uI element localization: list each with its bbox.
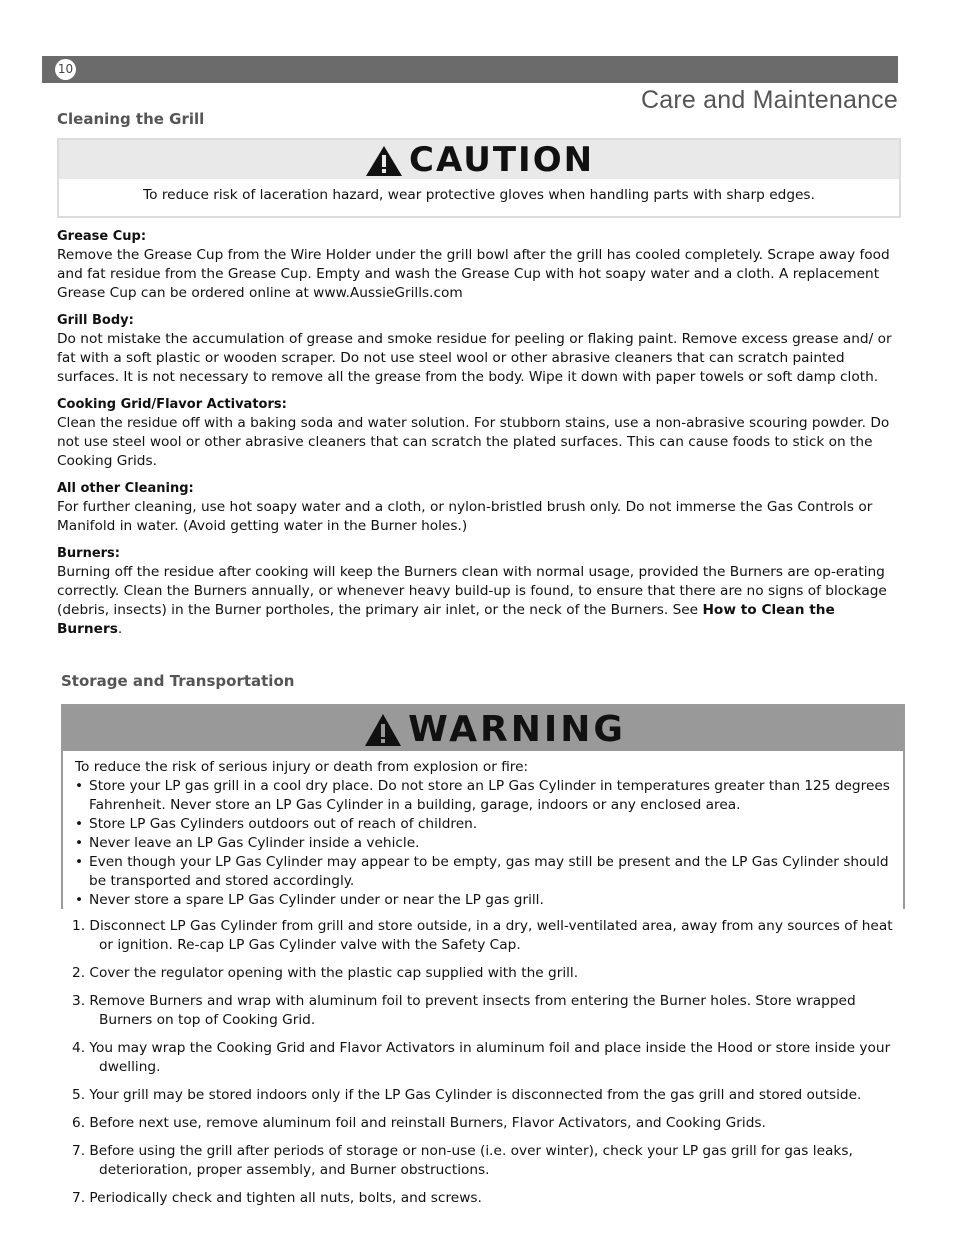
- storage-steps: [72, 917, 898, 1217]
- grease-cup-section: [57, 228, 902, 303]
- storage-step: 7. Before using the grill after periods of storage or non-use (i.e. over winter), check your LP gas grill for gas leaks, deterioration, proper assembly, and Burner obstructions.: [72, 1143, 853, 1178]
- burners-title: Burners:: [57, 546, 120, 561]
- grill-body-section: [57, 312, 902, 387]
- burners-section: [57, 545, 902, 639]
- cooking-grid-title: Cooking Grid/Flavor Activators:: [57, 397, 287, 412]
- burners-body-end: .: [117, 621, 123, 637]
- storage-step: 5. Your grill may be stored indoors only if the LP Gas Cylinder is disconnected from the gas grill and stored outside.: [72, 1087, 862, 1103]
- warning-header: [63, 706, 903, 751]
- other-cleaning-body: For further cleaning, use hot soapy water and a cloth, or nylon-bristled brush only. Do not immerse the Gas Controls or Manifold in water. (Avoid getting water in the Burner holes.): [57, 499, 873, 534]
- page-number: 10: [55, 59, 76, 80]
- cleaning-content: [57, 228, 902, 639]
- warning-item: • Even though your LP Gas Cylinder may appear to be empty, gas may still be present and the LP Gas Cylinder should be transported and stored accordingly.: [75, 853, 891, 891]
- caution-body: [59, 179, 899, 205]
- other-cleaning-section: [57, 480, 902, 536]
- burners-body-text: Burning off the residue after cooking will keep the Burners clean with normal usage, provided the Burners are op-erating correctly. Clean the Burners annually, or whenever heavy build-up is found, to ensure that there are no signs of blockage (debris, insects) in the Burner portholes, the primary air inlet, or the neck of the Burners. See: [57, 564, 887, 618]
- caution-header: [59, 140, 899, 179]
- warning-body: [63, 751, 903, 910]
- storage-heading: Storage and Transportation: [61, 672, 295, 690]
- burners-body: [57, 563, 902, 639]
- other-cleaning-title: All other Cleaning:: [57, 481, 194, 496]
- caution-title: CAUTION: [409, 140, 595, 180]
- cleaning-heading: Cleaning the Grill: [57, 110, 205, 128]
- warning-item: • Store your LP gas grill in a cool dry place. Do not store an LP Gas Cylinder in temperatures greater than 125 degrees Fahrenheit. Never store an LP Gas Cylinder in a building, garage, indoors or any enclosed area.: [75, 777, 891, 815]
- burners-reference: How to Clean the Burners: [57, 602, 835, 637]
- warning-item: • Never leave an LP Gas Cylinder inside a vehicle.: [75, 834, 891, 853]
- top-bar: [42, 56, 898, 83]
- warning-item: • Never store a spare LP Gas Cylinder under or near the LP gas grill.: [75, 891, 891, 910]
- storage-step: 6. Before next use, remove aluminum foil and reinstall Burners, Flavor Activators, and Cooking Grids.: [72, 1115, 766, 1131]
- storage-step: 2. Cover the regulator opening with the plastic cap supplied with the grill.: [72, 965, 579, 981]
- warning-list: [75, 777, 891, 910]
- storage-step: 1. Disconnect LP Gas Cylinder from grill and store outside, in a dry, well-ventilated area, away from any sources of heat or ignition. Re-cap LP Gas Cylinder valve with the Safety Cap.: [72, 918, 893, 953]
- caution-text: To reduce risk of laceration hazard, wear protective gloves when handling parts with sharp edges.: [143, 187, 815, 203]
- grease-cup-body: Remove the Grease Cup from the Wire Holder under the grill bowl after the grill has cooled completely. Scrape away food and fat residue from the Grease Cup. Empty and wash the Grease Cup with hot soapy water and a cloth. A replacement Grease Cup can be ordered online at www.AussieGrills.com: [57, 247, 890, 301]
- storage-step: 7. Periodically check and tighten all nuts, bolts, and screws.: [72, 1190, 482, 1206]
- grill-body-body: Do not mistake the accumulation of grease and smoke residue for peeling or flaking paint. Remove excess grease and/ or fat with a soft plastic or wooden scraper. Do not use steel wool or other abrasive cleaners that can scratch painted surfaces. It is not necessary to remove all the grease from the body. Wipe it down with paper towels or soft damp cloth.: [57, 331, 892, 385]
- warning-box: [61, 704, 905, 909]
- warning-item: • Store LP Gas Cylinders outdoors out of reach of children.: [75, 815, 891, 834]
- grease-cup-title: Grease Cup:: [57, 229, 147, 244]
- warning-title: WARNING: [408, 709, 626, 750]
- cooking-grid-section: [57, 396, 902, 471]
- warning-triangle-icon: [363, 712, 403, 748]
- storage-step: 3. Remove Burners and wrap with aluminum foil to prevent insects from entering the Burner holes. Store wrapped Burners on top of Cooking Grid.: [72, 993, 856, 1028]
- warning-triangle-icon: [364, 144, 404, 178]
- caution-box: [57, 138, 901, 218]
- grill-body-title: Grill Body:: [57, 313, 134, 328]
- page-title: Care and Maintenance: [641, 86, 898, 114]
- storage-step: 4. You may wrap the Cooking Grid and Flavor Activators in aluminum foil and place inside the Hood or store inside your dwelling.: [72, 1040, 891, 1075]
- cooking-grid-body: Clean the residue off with a baking soda and water solution. For stubborn stains, use a non-abrasive scouring powder. Do not use steel wool or other abrasive cleaners that can scratch the plated surfaces. This can cause foods to stick on the Cooking Grids.: [57, 415, 890, 469]
- warning-intro: To reduce the risk of serious injury or death from explosion or fire:: [75, 759, 529, 775]
